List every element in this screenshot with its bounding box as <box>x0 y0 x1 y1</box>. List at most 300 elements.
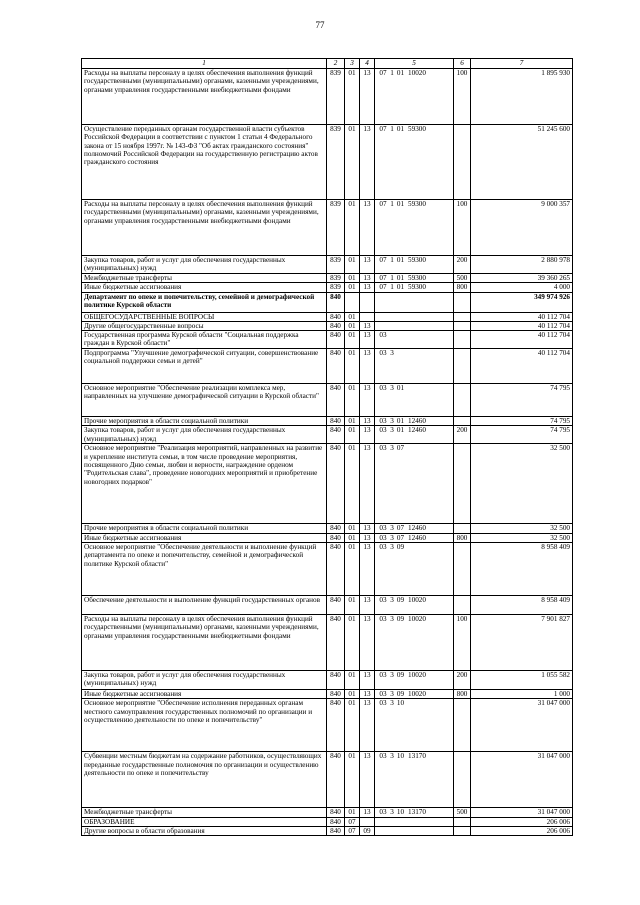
amount-value: 74 795 <box>471 426 573 444</box>
table-row <box>82 808 573 817</box>
section-code: 01 <box>345 808 360 817</box>
target-code-part: 09 <box>396 615 405 624</box>
amount-value: 40 112 704 <box>471 349 573 384</box>
target-code-part: 10020 <box>408 671 426 680</box>
target-code-part: 03 <box>379 543 387 552</box>
table-row <box>82 200 573 256</box>
target-article-code <box>375 444 454 524</box>
subsection-code: 13 <box>360 384 375 417</box>
amount-value: 51 245 600 <box>471 125 573 200</box>
target-article-code <box>375 200 454 256</box>
target-code-part: 03 <box>379 615 387 624</box>
target-code-part: 07 <box>396 444 405 453</box>
expense-type-code: 800 <box>454 690 471 699</box>
ministry-code: 839 <box>327 125 345 200</box>
row-name: Основное мероприятие "Реализация мероприятий, направленных на развитие и укрепление института семьи, в том числе проведение мероприятия, посвященного Дню семьи, любви и верности, награждение орденом "Родительская слава", проведение новогодних мероприятий и приобретение новогодних подарков" <box>82 444 327 524</box>
expense-type-code <box>454 444 471 524</box>
ministry-code: 840 <box>327 426 345 444</box>
target-code-part: 09 <box>396 543 405 552</box>
ministry-code: 840 <box>327 826 345 835</box>
expense-type-code: 800 <box>454 283 471 292</box>
target-code-part: 03 <box>379 426 387 435</box>
section-code: 01 <box>345 533 360 542</box>
section-code: 07 <box>345 826 360 835</box>
subsection-code: 13 <box>360 543 375 596</box>
row-name: Закупка товаров, работ и услуг для обеспечения государственных (муниципальных) нужд <box>82 256 327 274</box>
row-name: Обеспечение деятельности и выполнение функций государственных органов <box>82 596 327 615</box>
amount-value: 8 958 409 <box>471 596 573 615</box>
ministry-code: 840 <box>327 444 345 524</box>
section-code: 01 <box>345 426 360 444</box>
target-code-part: 3 <box>390 543 394 552</box>
amount-value: 31 047 000 <box>471 752 573 808</box>
row-name: Прочие мероприятия в области социальной политики <box>82 524 327 533</box>
amount-value: 31 047 000 <box>471 808 573 817</box>
section-code: 01 <box>345 444 360 524</box>
target-code-part: 3 <box>390 444 394 453</box>
expense-type-code <box>454 543 471 596</box>
target-code-part: 07 <box>379 256 387 264</box>
expense-type-code <box>454 292 471 312</box>
target-code-part: 01 <box>396 274 405 282</box>
ministry-code: 840 <box>327 543 345 596</box>
amount-value: 39 360 265 <box>471 274 573 283</box>
section-code: 01 <box>345 524 360 533</box>
table-row <box>82 533 573 542</box>
table-row <box>82 671 573 690</box>
expense-type-code <box>454 699 471 752</box>
expense-type-code <box>454 349 471 384</box>
ministry-code: 840 <box>327 690 345 699</box>
row-name: ОБЩЕГОСУДАРСТВЕННЫЕ ВОПРОСЫ <box>82 312 327 321</box>
row-name: Основное мероприятие "Обеспечение исполнения переданных органам местного самоуправления государственных полномочий по организации и осуществлению деятельности по опеке и попечительству" <box>82 699 327 752</box>
target-code-part: 12460 <box>408 426 426 435</box>
target-code-part: 1 <box>390 283 394 292</box>
column-number: 3 <box>345 59 360 69</box>
target-code-part: 03 <box>379 690 387 699</box>
target-code-part: 01 <box>396 384 405 393</box>
row-name: Межбюджетные трансферты <box>82 808 327 817</box>
table-row <box>82 69 573 125</box>
row-name: Департамент по опеке и попечительству, семейной и демографической политике Курской области <box>82 292 327 312</box>
ministry-code: 840 <box>327 321 345 330</box>
expense-type-code: 200 <box>454 256 471 274</box>
target-code-part: 01 <box>396 417 405 426</box>
column-number: 1 <box>82 59 327 69</box>
amount-value: 8 958 409 <box>471 543 573 596</box>
page-number: 77 <box>315 20 325 30</box>
table-row <box>82 826 573 835</box>
target-code-part: 01 <box>396 125 405 133</box>
target-code-part: 10020 <box>408 596 426 605</box>
row-name: ОБРАЗОВАНИЕ <box>82 817 327 826</box>
target-article-code <box>375 533 454 542</box>
target-article-code <box>375 256 454 274</box>
amount-value: 32 500 <box>471 524 573 533</box>
subsection-code: 13 <box>360 321 375 330</box>
row-name: Расходы на выплаты персоналу в целях обеспечения выполнения функций государственными (муниципальными) органами, казенными учреждениями, органами управления государственными внебюджетными фондами <box>82 69 327 125</box>
section-code <box>345 292 360 312</box>
target-code-part: 3 <box>390 690 394 699</box>
target-code-part: 07 <box>396 524 405 533</box>
subsection-code: 13 <box>360 256 375 274</box>
section-code: 01 <box>345 596 360 615</box>
row-name: Государственная программа Курской области "Социальная поддержка граждан в Курской области" <box>82 331 327 349</box>
subsection-code: 13 <box>360 125 375 200</box>
target-article-code <box>375 274 454 283</box>
target-code-part: 3 <box>390 533 394 542</box>
expense-type-code: 200 <box>454 426 471 444</box>
target-code-part: 09 <box>396 690 405 699</box>
target-code-part: 10020 <box>408 69 426 77</box>
target-code-part: 07 <box>379 283 387 292</box>
subsection-code: 13 <box>360 596 375 615</box>
section-code: 01 <box>345 543 360 596</box>
amount-value: 9 000 357 <box>471 200 573 256</box>
row-name: Основное мероприятие "Обеспечение деятельности и выполнение функций департамента по опеке и попечительству, семейной и демографической политике Курской области" <box>82 543 327 596</box>
section-code: 01 <box>345 384 360 417</box>
expense-type-code <box>454 752 471 808</box>
ministry-code: 839 <box>327 283 345 292</box>
target-code-part: 07 <box>379 69 387 77</box>
target-article-code <box>375 615 454 671</box>
target-article-code <box>375 283 454 292</box>
table-row <box>82 524 573 533</box>
amount-value: 1 895 930 <box>471 69 573 125</box>
target-code-part: 07 <box>379 125 387 133</box>
table-row <box>82 274 573 283</box>
row-name: Подпрограмма "Улучшение демографической ситуации, совершенствование социальной поддержки семьи и детей" <box>82 349 327 384</box>
target-code-part: 07 <box>379 274 387 282</box>
subsection-code: 13 <box>360 671 375 690</box>
target-article-code <box>375 699 454 752</box>
table-row <box>82 690 573 699</box>
amount-value: 1 055 582 <box>471 671 573 690</box>
subsection-code: 13 <box>360 524 375 533</box>
section-code: 01 <box>345 69 360 125</box>
target-code-part: 03 <box>379 671 387 680</box>
ministry-code: 839 <box>327 200 345 256</box>
subsection-code <box>360 292 375 312</box>
target-code-part: 03 <box>379 533 387 542</box>
expense-type-code: 200 <box>454 671 471 690</box>
subsection-code: 13 <box>360 444 375 524</box>
section-code: 01 <box>345 671 360 690</box>
budget-table <box>81 58 573 836</box>
table-row <box>82 312 573 321</box>
target-article-code <box>375 292 454 312</box>
target-article-code <box>375 826 454 835</box>
table-row <box>82 292 573 312</box>
target-article-code <box>375 417 454 426</box>
ministry-code: 840 <box>327 752 345 808</box>
table-row <box>82 444 573 524</box>
target-code-part: 13170 <box>408 808 426 817</box>
ministry-code: 840 <box>327 331 345 349</box>
target-code-part: 1 <box>390 274 394 282</box>
subsection-code: 13 <box>360 699 375 752</box>
expense-type-code <box>454 596 471 615</box>
subsection-code: 09 <box>360 826 375 835</box>
target-article-code <box>375 426 454 444</box>
target-article-code <box>375 312 454 321</box>
amount-value: 40 112 704 <box>471 331 573 349</box>
expense-type-code <box>454 384 471 417</box>
target-code-part: 3 <box>390 349 394 358</box>
section-code: 01 <box>345 321 360 330</box>
ministry-code: 840 <box>327 808 345 817</box>
target-code-part: 3 <box>390 426 394 435</box>
subsection-code <box>360 817 375 826</box>
target-article-code <box>375 752 454 808</box>
table-row <box>82 384 573 417</box>
expense-type-code <box>454 331 471 349</box>
target-code-part: 3 <box>390 596 394 605</box>
row-name: Иные бюджетные ассигнования <box>82 533 327 542</box>
target-code-part: 12460 <box>408 417 426 426</box>
subsection-code: 13 <box>360 533 375 542</box>
target-code-part: 59300 <box>408 283 426 292</box>
target-code-part: 09 <box>396 596 405 605</box>
section-code: 01 <box>345 200 360 256</box>
amount-value: 40 112 704 <box>471 321 573 330</box>
ministry-code: 840 <box>327 292 345 312</box>
row-name: Расходы на выплаты персоналу в целях обеспечения выполнения функций государственными (муниципальными) органами, казенными учреждениями, органами управления государственными внебюджетными фондами <box>82 615 327 671</box>
expense-type-code <box>454 312 471 321</box>
subsection-code: 13 <box>360 690 375 699</box>
target-code-part: 03 <box>379 444 387 453</box>
target-code-part: 3 <box>390 524 394 533</box>
target-code-part: 07 <box>379 200 387 208</box>
expense-type-code: 500 <box>454 808 471 817</box>
section-code: 01 <box>345 312 360 321</box>
amount-value: 206 006 <box>471 826 573 835</box>
target-article-code <box>375 384 454 417</box>
target-article-code <box>375 69 454 125</box>
table-row <box>82 752 573 808</box>
section-code: 01 <box>345 349 360 384</box>
subsection-code: 13 <box>360 752 375 808</box>
amount-value: 206 006 <box>471 817 573 826</box>
amount-value: 7 901 827 <box>471 615 573 671</box>
subsection-code: 13 <box>360 283 375 292</box>
expense-type-code: 100 <box>454 615 471 671</box>
row-name: Межбюджетные трансферты <box>82 274 327 283</box>
target-code-part: 03 <box>379 699 387 708</box>
section-code: 01 <box>345 283 360 292</box>
row-name: Закупка товаров, работ и услуг для обеспечения государственных (муниципальных) нужд <box>82 426 327 444</box>
target-code-part: 09 <box>396 671 405 680</box>
column-number: 7 <box>471 59 573 69</box>
subsection-code: 13 <box>360 331 375 349</box>
row-name: Субвенции местным бюджетам на содержание работников, осуществляющих переданные государственные полномочия по организации и осуществлению деятельности по опеке и попечительству <box>82 752 327 808</box>
ministry-code: 840 <box>327 524 345 533</box>
row-name: Основное мероприятие "Обеспечение реализации комплекса мер, направленных на улучшение демографической ситуации в Курской области" <box>82 384 327 417</box>
subsection-code: 13 <box>360 615 375 671</box>
subsection-code: 13 <box>360 274 375 283</box>
target-code-part: 10020 <box>408 615 426 624</box>
target-code-part: 3 <box>390 808 394 817</box>
target-code-part: 59300 <box>408 125 426 133</box>
target-code-part: 10 <box>396 699 405 708</box>
row-name: Другие общегосударственные вопросы <box>82 321 327 330</box>
expense-type-code: 800 <box>454 533 471 542</box>
ministry-code: 840 <box>327 699 345 752</box>
subsection-code: 13 <box>360 69 375 125</box>
target-code-part: 10020 <box>408 690 426 699</box>
target-article-code <box>375 331 454 349</box>
amount-value: 74 795 <box>471 384 573 417</box>
target-article-code <box>375 543 454 596</box>
ministry-code: 840 <box>327 312 345 321</box>
section-code: 01 <box>345 331 360 349</box>
target-code-part: 12460 <box>408 524 426 533</box>
column-number: 6 <box>454 59 471 69</box>
target-code-part: 03 <box>379 808 387 817</box>
ministry-code: 840 <box>327 671 345 690</box>
expense-type-code <box>454 125 471 200</box>
section-code: 01 <box>345 752 360 808</box>
ministry-code: 840 <box>327 417 345 426</box>
target-code-part: 12460 <box>408 533 426 542</box>
table-row <box>82 596 573 615</box>
table-row <box>82 615 573 671</box>
table-row <box>82 256 573 274</box>
ministry-code: 839 <box>327 256 345 274</box>
target-code-part: 13170 <box>408 752 426 761</box>
amount-value: 40 112 704 <box>471 312 573 321</box>
target-code-part: 3 <box>390 671 394 680</box>
target-article-code <box>375 671 454 690</box>
target-article-code <box>375 808 454 817</box>
table-row <box>82 349 573 384</box>
target-article-code <box>375 596 454 615</box>
target-code-part: 07 <box>396 533 405 542</box>
table-row <box>82 125 573 200</box>
row-name: Иные бюджетные ассигнования <box>82 283 327 292</box>
table-row <box>82 426 573 444</box>
target-code-part: 01 <box>396 426 405 435</box>
section-code: 07 <box>345 817 360 826</box>
ministry-code: 840 <box>327 533 345 542</box>
table-row <box>82 699 573 752</box>
target-code-part: 03 <box>379 331 387 340</box>
ministry-code: 839 <box>327 69 345 125</box>
table-row <box>82 321 573 330</box>
target-code-part: 01 <box>396 69 405 77</box>
ministry-code: 840 <box>327 384 345 417</box>
ministry-code: 839 <box>327 274 345 283</box>
ministry-code: 840 <box>327 817 345 826</box>
target-code-part: 3 <box>390 752 394 761</box>
amount-value: 349 974 926 <box>471 292 573 312</box>
row-name: Иные бюджетные ассигнования <box>82 690 327 699</box>
table-row <box>82 283 573 292</box>
subsection-code: 13 <box>360 808 375 817</box>
target-code-part: 1 <box>390 125 394 133</box>
section-code: 01 <box>345 274 360 283</box>
section-code: 01 <box>345 699 360 752</box>
expense-type-code: 100 <box>454 200 471 256</box>
section-code: 01 <box>345 615 360 671</box>
expense-type-code: 100 <box>454 69 471 125</box>
column-number: 2 <box>327 59 345 69</box>
column-number: 5 <box>375 59 454 69</box>
target-code-part: 03 <box>379 752 387 761</box>
target-code-part: 3 <box>390 417 394 426</box>
target-code-part: 03 <box>379 349 387 358</box>
target-code-part: 01 <box>396 283 405 292</box>
row-name: Расходы на выплаты персоналу в целях обеспечения выполнения функций государственными (муниципальными) органами, казенными учреждениями, органами управления государственными внебюджетными фондами <box>82 200 327 256</box>
target-code-part: 1 <box>390 69 394 77</box>
target-code-part: 10 <box>396 808 405 817</box>
amount-value: 74 795 <box>471 417 573 426</box>
target-article-code <box>375 321 454 330</box>
target-code-part: 03 <box>379 596 387 605</box>
expense-type-code <box>454 417 471 426</box>
expense-type-code <box>454 817 471 826</box>
target-code-part: 59300 <box>408 200 426 208</box>
amount-value: 32 500 <box>471 444 573 524</box>
budget-table-body <box>82 59 573 836</box>
table-row <box>82 543 573 596</box>
column-number-row <box>82 59 573 69</box>
target-code-part: 3 <box>390 615 394 624</box>
target-code-part: 03 <box>379 384 387 393</box>
target-code-part: 10 <box>396 752 405 761</box>
subsection-code: 13 <box>360 417 375 426</box>
section-code: 01 <box>345 125 360 200</box>
target-code-part: 01 <box>396 256 405 264</box>
ministry-code: 840 <box>327 596 345 615</box>
subsection-code <box>360 312 375 321</box>
amount-value: 1 000 <box>471 690 573 699</box>
row-name: Другие вопросы в области образования <box>82 826 327 835</box>
target-article-code <box>375 125 454 200</box>
amount-value: 32 500 <box>471 533 573 542</box>
target-article-code <box>375 690 454 699</box>
subsection-code: 13 <box>360 349 375 384</box>
target-code-part: 01 <box>396 200 405 208</box>
target-code-part: 03 <box>379 524 387 533</box>
ministry-code: 840 <box>327 349 345 384</box>
expense-type-code: 500 <box>454 274 471 283</box>
amount-value: 31 047 000 <box>471 699 573 752</box>
subsection-code: 13 <box>360 426 375 444</box>
section-code: 01 <box>345 256 360 274</box>
target-article-code <box>375 349 454 384</box>
expense-type-code <box>454 524 471 533</box>
row-name: Прочие мероприятия в области социальной политики <box>82 417 327 426</box>
ministry-code: 840 <box>327 615 345 671</box>
target-code-part: 3 <box>390 384 394 393</box>
expense-type-code <box>454 321 471 330</box>
target-code-part: 03 <box>379 417 387 426</box>
target-code-part: 1 <box>390 256 394 264</box>
subsection-code: 13 <box>360 200 375 256</box>
table-row <box>82 417 573 426</box>
target-article-code <box>375 524 454 533</box>
target-article-code <box>375 817 454 826</box>
section-code: 01 <box>345 417 360 426</box>
table-row <box>82 331 573 349</box>
target-code-part: 59300 <box>408 256 426 264</box>
section-code: 01 <box>345 690 360 699</box>
expense-type-code <box>454 826 471 835</box>
target-code-part: 3 <box>390 699 394 708</box>
amount-value: 4 000 <box>471 283 573 292</box>
target-code-part: 1 <box>390 200 394 208</box>
